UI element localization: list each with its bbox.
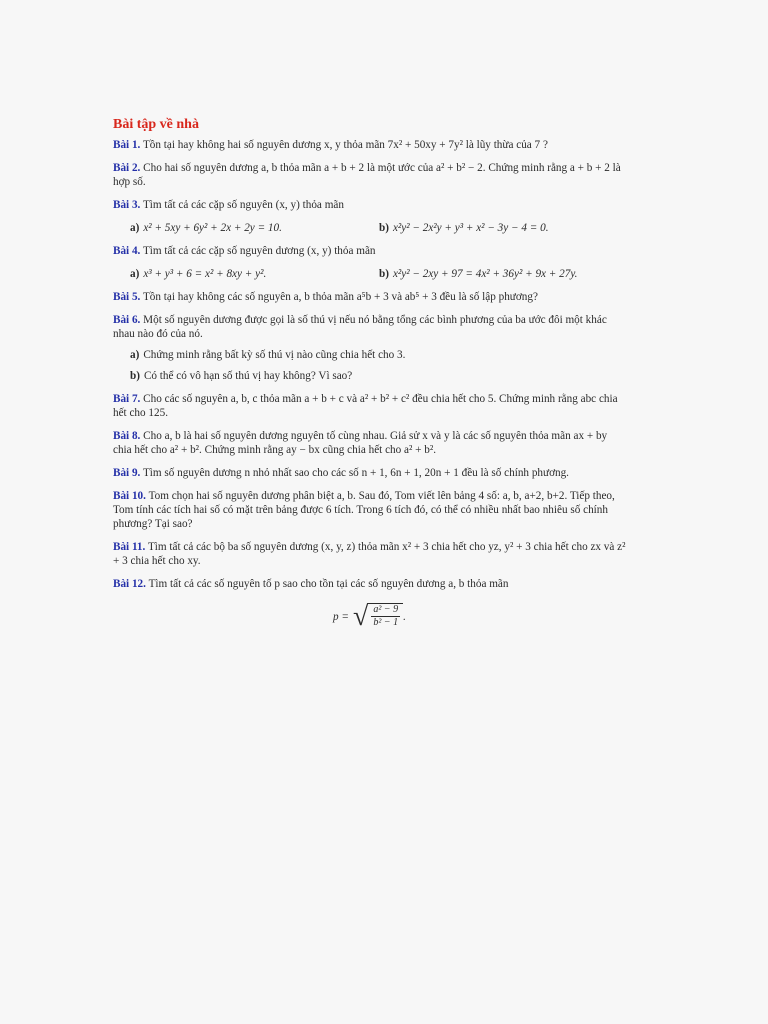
- problem-number: Bài 7.: [113, 393, 141, 405]
- problem-number: Bài 4.: [113, 245, 141, 257]
- problem-3: [113, 198, 628, 235]
- problem-7: [113, 392, 628, 420]
- problem-text: Tìm số nguyên dương n nhỏ nhất sao cho các số n + 1, 6n + 1, 20n + 1 đều là số chính phương.: [142, 467, 569, 479]
- equation: x² + 5xy + 6y² + 2x + 2y = 10.: [143, 222, 282, 234]
- subpart-b: [379, 267, 628, 281]
- subpart-b: [379, 221, 628, 235]
- fraction-denominator: b² − 1: [373, 617, 399, 628]
- problem-text: Một số nguyên dương được gọi là số thú vị nếu nó bằng tổng các bình phương của ba ước đôi một khác nhau nào đó của nó.: [113, 314, 610, 340]
- problem-number: Bài 2.: [113, 162, 141, 174]
- problem-number: Bài 10.: [113, 490, 146, 502]
- subpart-a: [130, 267, 379, 281]
- problem-11: [113, 540, 628, 568]
- problem-text: Tom chọn hai số nguyên dương phân biệt a, b. Sau đó, Tom viết lên bảng 4 số: a, b, a+2, b+2. Tiếp theo, Tom tính các tích hai số có mặt trên bảng được 6 tích. Trong 6 tích đó, có thể có nhiều nhất bao nhiêu số chính phương? Tại sao?: [113, 490, 618, 530]
- problem-6: [113, 313, 628, 383]
- fraction: [368, 603, 403, 631]
- problem-number: Bài 12.: [113, 578, 146, 590]
- subpart-b: [130, 369, 628, 383]
- problem-10: [113, 489, 628, 531]
- subpart-label: a): [130, 222, 140, 234]
- equation: x²y² − 2x²y + y³ + x² − 3y − 4 = 0.: [392, 222, 549, 234]
- subpart-label: b): [130, 370, 140, 382]
- fraction-numerator: a² − 9: [373, 604, 399, 615]
- subpart-label: a): [130, 268, 140, 280]
- problem-number: Bài 1.: [113, 139, 141, 151]
- problem-text: Tìm tất cả các cặp số nguyên (x, y) thỏa mãn: [142, 199, 344, 211]
- problem-12: [113, 577, 628, 631]
- problem-number: Bài 11.: [113, 541, 146, 553]
- problem-4: [113, 244, 628, 281]
- problem-number: Bài 9.: [113, 467, 141, 479]
- problem-text: Tìm tất cả các cặp số nguyên dương (x, y) thỏa mãn: [142, 245, 376, 257]
- problem-text: Tìm tất cả các bộ ba số nguyên dương (x, y, z) thỏa mãn x² + 3 chia hết cho yz, y² + 3 chia hết cho zx và z² + 3 chia hết cho xy.: [113, 541, 629, 567]
- problem-text: Tồn tại hay không các số nguyên a, b thỏa mãn a⁵b + 3 và ab⁵ + 3 đều là số lập phương?: [142, 291, 538, 303]
- problem-number: Bài 5.: [113, 291, 141, 303]
- radical-sign-icon: √: [352, 601, 369, 632]
- problem-number: Bài 3.: [113, 199, 141, 211]
- problem-text: Tìm tất cả các số nguyên tố p sao cho tồn tại các số nguyên dương a, b thỏa mãn: [148, 578, 509, 590]
- problem-text: Cho hai số nguyên dương a, b thỏa mãn a + b + 2 là một ước của a² + b² − 2. Chứng minh rằng a + b + 2 là hợp số.: [113, 162, 624, 188]
- problem-text: Tồn tại hay không hai số nguyên dương x, y thỏa mãn 7x² + 50xy + 7y² là lũy thừa của 7 ?: [142, 139, 548, 151]
- equation: x²y² − 2xy + 97 = 4x² + 36y² + 9x + 27y.: [392, 268, 578, 280]
- display-formula: [333, 603, 628, 631]
- square-root: [353, 603, 403, 631]
- subpart-a: [130, 221, 379, 235]
- equation: x³ + y³ + 6 = x² + 8xy + y².: [143, 268, 267, 280]
- problem-5: [113, 290, 628, 304]
- subpart-text: Chứng minh rằng bất kỳ số thú vị nào cũng chia hết cho 3.: [143, 349, 406, 361]
- formula-lhs: p =: [333, 611, 349, 623]
- subpart-label: a): [130, 349, 140, 361]
- subpart-label: b): [379, 222, 389, 234]
- problem-number: Bài 8.: [113, 430, 141, 442]
- problem-number: Bài 6.: [113, 314, 141, 326]
- problem-8: [113, 429, 628, 457]
- problem-text: Cho các số nguyên a, b, c thỏa mãn a + b + c và a² + b² + c² đều chia hết cho 5. Chứng minh rằng abc chia hết cho 125.: [113, 393, 621, 419]
- problem-9: [113, 466, 628, 480]
- subpart-text: Có thể có vô hạn số thú vị hay không? Vì sao?: [143, 370, 353, 382]
- problem-2: [113, 161, 628, 189]
- problem-1: [113, 138, 628, 152]
- subpart-a: [130, 348, 628, 362]
- homework-content: [113, 118, 628, 640]
- subparts: [130, 221, 628, 235]
- subpart-label: b): [379, 268, 389, 280]
- formula-end: .: [403, 611, 406, 623]
- section-title: Bài tập về nhà: [113, 117, 199, 132]
- subparts: [130, 267, 628, 281]
- problem-text: Cho a, b là hai số nguyên dương nguyên tố cùng nhau. Giả sử x và y là các số nguyên thỏa mãn ax + by chia hết cho a² + b². Chứng minh rằng ay − bx cũng chia hết cho a² + b².: [113, 430, 610, 456]
